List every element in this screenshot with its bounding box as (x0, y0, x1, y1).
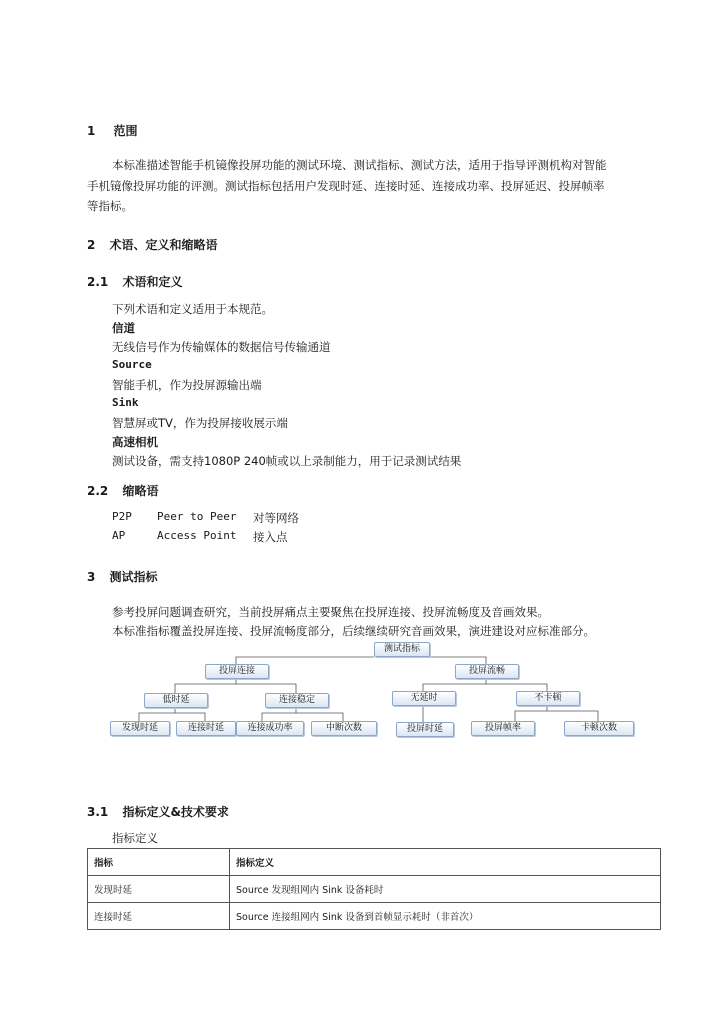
section-number: 3.1 (87, 805, 109, 819)
diagram-node-level3: 连接时延 (176, 721, 236, 736)
term-definition: 智慧屏或TV，作为投屏接收展示端 (112, 416, 288, 430)
table-cell: Source 发现组网内 Sink 设备耗时 (230, 876, 661, 903)
paragraph-line: 本标准描述智能手机镜像投屏功能的测试环境、测试指标、测试方法，适用于指导评测机构对智能 (112, 158, 607, 172)
table-cell: 连接时延 (88, 903, 230, 930)
diagram-node-level2: 不卡顿 (516, 691, 580, 706)
diagram-node-level3: 中断次数 (311, 721, 377, 736)
abbreviation-chinese: 对等网络 (253, 511, 299, 525)
table-header-cell: 指标 (88, 849, 230, 876)
terms-intro: 下列术语和定义适用于本规范。 (112, 302, 273, 316)
term-name: 信道 (112, 321, 135, 335)
abbreviation: AP (112, 529, 126, 542)
paragraph-line: 参考投屏问题调查研究，当前投屏痛点主要聚焦在投屏连接、投屏流畅度及音画效果。 (112, 605, 549, 619)
term-name: Source (112, 358, 152, 371)
diagram-node-level1: 投屏流畅 (455, 664, 519, 679)
table-header-row (88, 849, 661, 876)
abbreviation-full: Peer to Peer (157, 510, 237, 523)
table-cell: Source 连接组网内 Sink 设备到首帧显示耗时（非首次） (230, 903, 661, 930)
diagram-node-level3: 投屏时延 (396, 722, 454, 737)
section-3-1-heading (87, 803, 229, 820)
abbreviation-full: Access Point (157, 529, 237, 542)
diagram-node-root: 测试指标 (374, 642, 430, 657)
section-title: 测试指标 (109, 570, 158, 584)
section-number: 2.1 (87, 275, 109, 289)
section-number: 2 (87, 238, 96, 252)
table-header-cell: 指标定义 (230, 849, 661, 876)
abbreviation: P2P (112, 510, 132, 523)
term-definition: 测试设备，需支持1080P 240帧或以上录制能力，用于记录测试结果 (112, 454, 462, 468)
diagram-node-level2: 无延时 (392, 691, 456, 706)
section-title: 缩略语 (122, 484, 159, 498)
term-name: 高速相机 (112, 435, 158, 449)
diagram-node-level2: 低时延 (144, 693, 208, 708)
metric-definition-table (87, 848, 661, 930)
paragraph-line: 本标准指标覆盖投屏连接、投屏流畅度部分，后续继续研究音画效果，演进建设对应标准部分。 (112, 624, 595, 638)
diagram-node-level3: 连接成功率 (236, 721, 304, 736)
section-number: 2.2 (87, 484, 109, 498)
table-row (88, 876, 661, 903)
paragraph-line: 等指标。 (87, 199, 133, 213)
section-title: 范围 (113, 124, 138, 138)
table-row (88, 903, 661, 930)
section-title: 术语、定义和缩略语 (109, 238, 218, 252)
section-number: 1 (87, 124, 96, 138)
diagram-node-level3: 投屏帧率 (471, 721, 535, 736)
term-definition: 无线信号作为传输媒体的数据信号传输通道 (112, 340, 331, 354)
diagram-node-level2: 连接稳定 (265, 693, 329, 708)
table-cell: 发现时延 (88, 876, 230, 903)
section-number: 3 (87, 570, 96, 584)
diagram-node-level1: 投屏连接 (205, 664, 269, 679)
term-definition: 智能手机，作为投屏源输出端 (112, 378, 262, 392)
paragraph-line: 手机镜像投屏功能的评测。测试指标包括用户发现时延、连接时延、连接成功率、投屏延迟、投屏帧率 (87, 179, 605, 193)
diagram-node-level3: 发现时延 (110, 721, 170, 736)
term-name: Sink (112, 396, 139, 409)
section-title: 术语和定义 (122, 275, 183, 289)
abbreviation-chinese: 接入点 (253, 530, 288, 544)
section-title: 指标定义&技术要求 (122, 805, 229, 819)
diagram-node-level3: 卡顿次数 (564, 721, 634, 736)
table-caption: 指标定义 (112, 831, 158, 845)
